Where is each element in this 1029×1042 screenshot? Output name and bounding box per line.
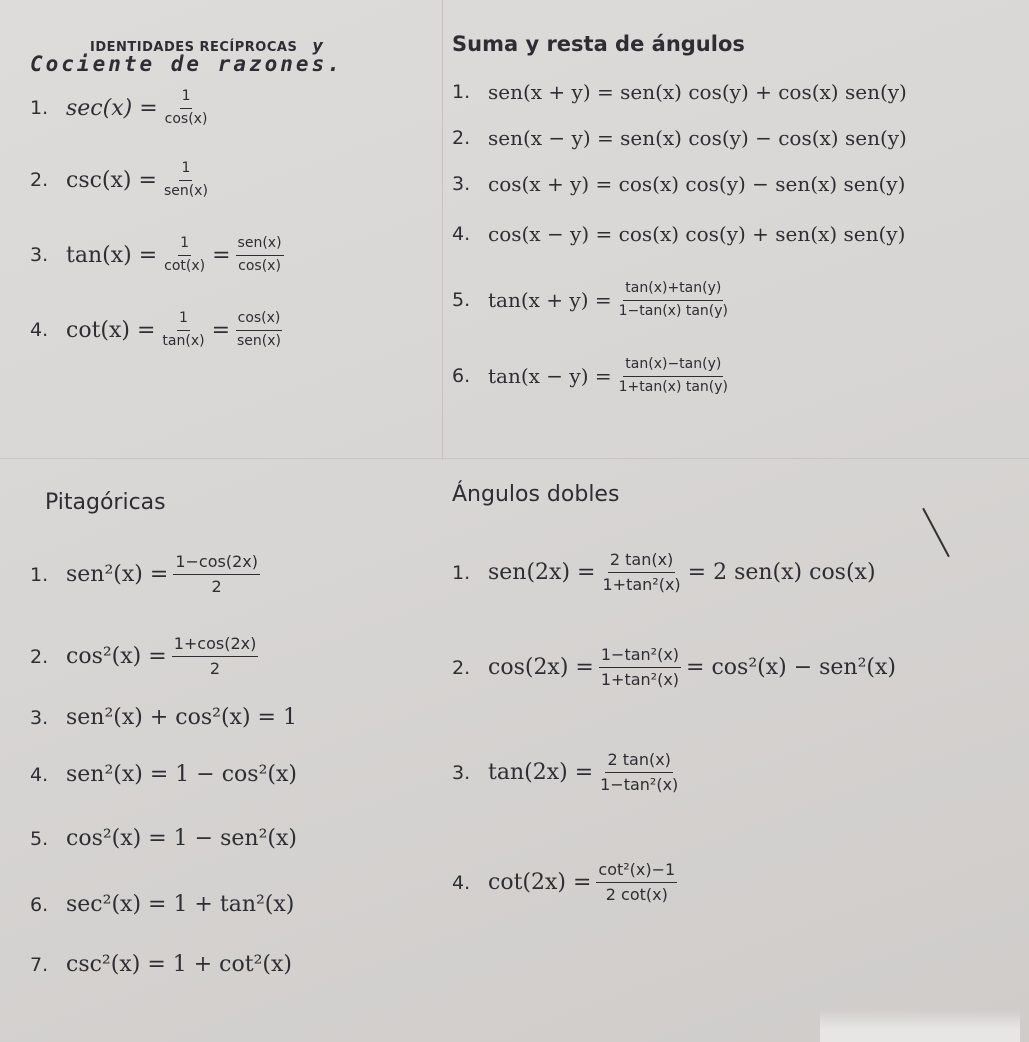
fraction: $\frac{1+\cos(2x)}{2}$	[173, 634, 257, 678]
fraction: $\frac{\text{sen(x)}}{\cos(x)}$	[237, 235, 282, 274]
sum-formula-2: 2. sen(x − y) = sen(x) cos(y) − cos(x) sen(y)	[452, 126, 907, 150]
pythagorean-formula-1: 1. sen²(x) = $\frac{1-\cos(2x)}{2}$	[30, 552, 258, 596]
pitagoricas-title: Pitagóricas	[45, 490, 166, 515]
paper-edge	[820, 1010, 1020, 1042]
double-formula-4: 4. cot(2x) = $\frac{\text{cot²(x)−1}}{2 \cot(x)}$	[452, 860, 676, 904]
dobles-title: Ángulos dobles	[452, 482, 620, 507]
fraction: $\frac{\tan(x)+\tan(y)}{1-\tan(x) \tan(y)}$	[618, 280, 729, 319]
reciprocal-formula-2: 2. csc(x) = $\frac{1}{\text{sen(x)}}$	[30, 160, 208, 199]
fraction: $\frac{1}{\cos(x)}$	[164, 88, 208, 127]
double-formula-3: 3. tan(2x) = $\frac{2 \tan(x)}{\text{1−tan²(x)}}$	[452, 750, 679, 794]
double-formula-1: 1. sen(2x) = $\frac{2 \tan(x)}{\text{1+tan²(x)}}$ = 2 sen(x) cos(x)	[452, 550, 876, 594]
pythagorean-formula-3: 3. sen²(x) + cos²(x) = 1	[30, 705, 297, 730]
fraction: $\frac{\text{cot²(x)−1}}{2 \cot(x)}$	[598, 860, 676, 904]
double-formula-2: 2. cos(2x) = $\frac{\text{1−tan²(x)}}{\text{1+tan²(x)}}$ = cos²(x) − sen²(x)	[452, 645, 896, 689]
reciprocal-formula-3: 3. tan(x) = $\frac{1}{\cot(x)}$ = $\frac{\text{sen(x)}}{\cos(x)}$	[30, 235, 282, 274]
handwritten-y: y	[312, 36, 324, 55]
handwritten-subtitle: Cociente de razones.	[30, 52, 343, 76]
pythagorean-formula-5: 5. cos²(x) = 1 − sen²(x)	[30, 826, 297, 851]
fraction: $\frac{\cos(x)}{\text{sen(x)}}$	[237, 310, 282, 349]
reciprocal-formula-1: 1. sec(x) = $\frac{1}{\cos(x)}$	[30, 88, 208, 127]
sum-formula-5: 5. tan(x + y) = $\frac{\tan(x)+\tan(y)}{1-\tan(x) \tan(y)}$	[452, 280, 729, 319]
reciprocas-title: IDENTIDADES RECÍPROCAS y	[90, 36, 324, 55]
sum-formula-4: 4. cos(x − y) = cos(x) cos(y) + sen(x) sen(y)	[452, 222, 906, 246]
sum-formula-1: 1. sen(x + y) = sen(x) cos(y) + cos(x) sen(y)	[452, 80, 907, 104]
fraction: $\frac{1}{\cot(x)}$	[164, 235, 206, 274]
pythagorean-formula-2: 2. cos²(x) = $\frac{1+\cos(2x)}{2}$	[30, 634, 257, 678]
fraction: $\frac{2 \tan(x)}{\text{1−tan²(x)}}$	[600, 750, 679, 794]
section-divider	[0, 458, 1029, 459]
fraction: $\frac{2 \tan(x)}{\text{1+tan²(x)}}$	[602, 550, 681, 594]
column-divider	[442, 0, 443, 460]
pen-stroke-mark	[922, 508, 950, 558]
fraction: $\frac{1-\cos(2x)}{2}$	[175, 552, 258, 596]
fraction: $\frac{1}{\text{sen(x)}}$	[163, 160, 208, 199]
sum-formula-6: 6. tan(x − y) = $\frac{\tan(x)-\tan(y)}{1+\tan(x) \tan(y)}$	[452, 356, 729, 395]
fraction: $\frac{\text{1−tan²(x)}}{\text{1+tan²(x)}}$	[600, 645, 680, 689]
suma-resta-title: Suma y resta de ángulos	[452, 32, 745, 56]
pythagorean-formula-6: 6. sec²(x) = 1 + tan²(x)	[30, 892, 295, 917]
sum-formula-3: 3. cos(x + y) = cos(x) cos(y) − sen(x) sen(y)	[452, 172, 906, 196]
pythagorean-formula-4: 4. sen²(x) = 1 − cos²(x)	[30, 762, 297, 787]
fraction: $\frac{\tan(x)-\tan(y)}{1+\tan(x) \tan(y)}$	[618, 356, 729, 395]
reciprocal-formula-4: 4. cot(x) = $\frac{1}{\tan(x)}$ = $\frac{\cos(x)}{\text{sen(x)}}$	[30, 310, 282, 349]
pythagorean-formula-7: 7. csc²(x) = 1 + cot²(x)	[30, 952, 292, 977]
fraction: $\frac{1}{\tan(x)}$	[162, 310, 205, 349]
